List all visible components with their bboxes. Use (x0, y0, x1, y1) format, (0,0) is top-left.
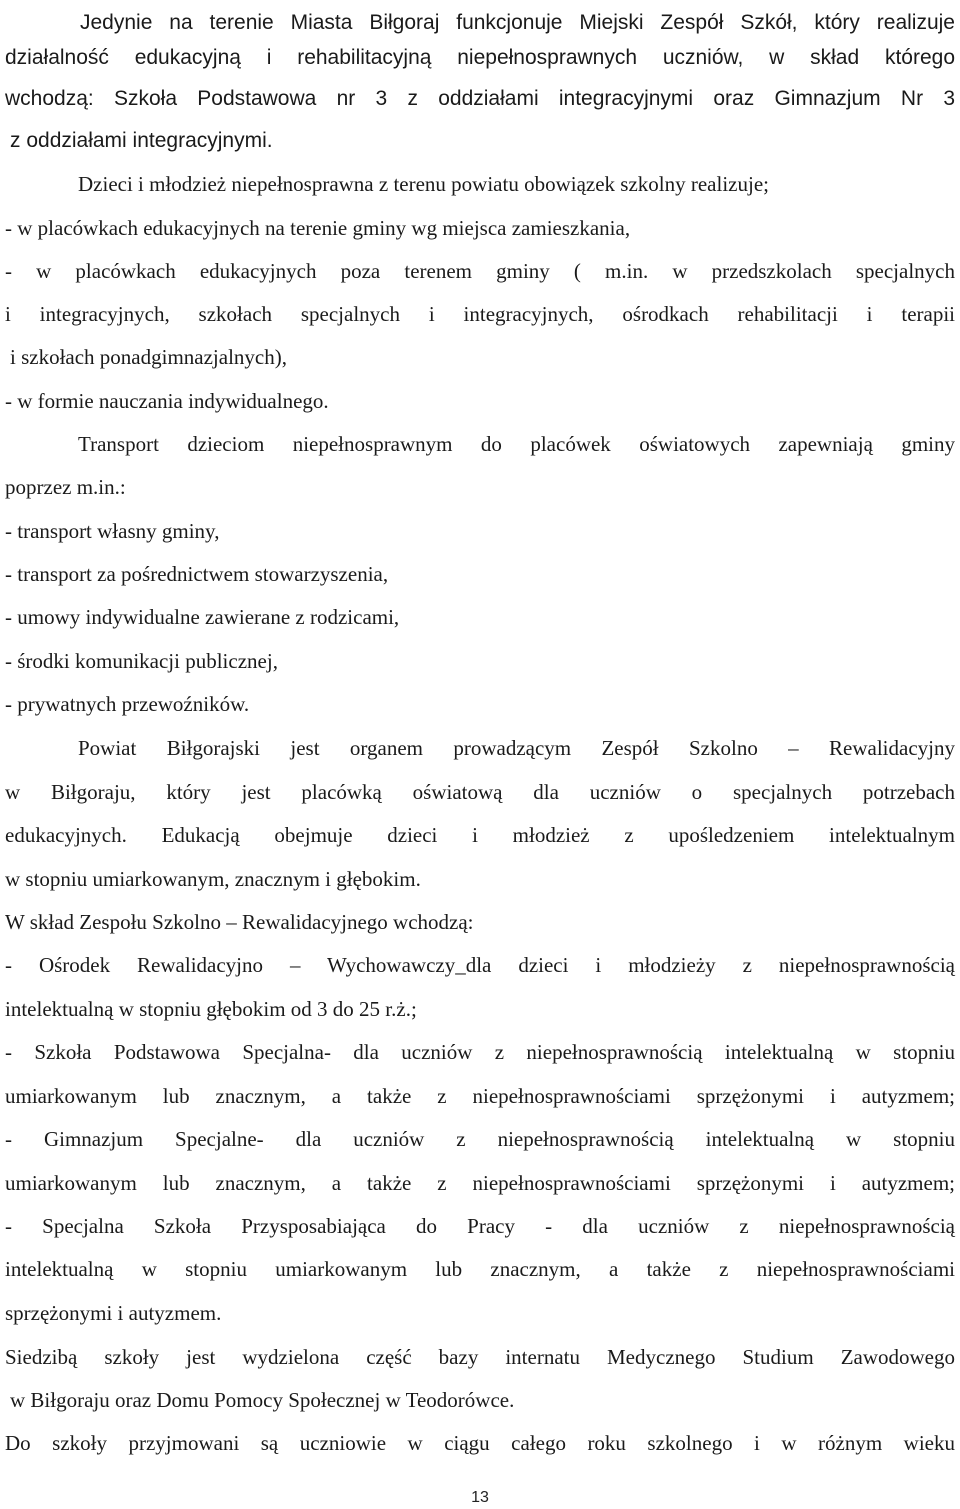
text-line: - środki komunikacji publicznej, (5, 649, 278, 673)
text-line: Transport dzieciom niepełnosprawnym do placówek oświatowych zapewniają gminy (78, 432, 955, 456)
text-line: W skład Zespołu Szkolno – Rewalidacyjnego wchodzą: (5, 910, 474, 934)
text-line: w Biłgoraju, który jest placówką oświatową dla uczniów o specjalnych potrzebach (5, 780, 955, 804)
text-line: edukacyjnych. Edukacją obejmuje dzieci i młodzież z upośledzeniem intelektualnym (5, 823, 955, 847)
text-line: wchodzą: Szkoła Podstawowa nr 3 z oddziałami integracyjnymi oraz Gimnazjum Nr 3 (5, 87, 955, 110)
text-line: Do szkoły przyjmowani są uczniowie w ciągu całego roku szkolnego i w różnym wieku (5, 1431, 955, 1455)
text-line: - Ośrodek Rewalidacyjno – Wychowawczy_dla dzieci i młodzieży z niepełnosprawnością (5, 953, 955, 977)
text-line: i integracyjnych, szkołach specjalnych i integracyjnych, ośrodkach rehabilitacji i terapii (5, 302, 955, 326)
text-line: - transport za pośrednictwem stowarzyszenia, (5, 562, 389, 586)
text-line: w Biłgoraju oraz Domu Pomocy Społecznej w Teodorówce. (10, 1388, 515, 1412)
text-line: - Szkoła Podstawowa Specjalna- dla uczniów z niepełnosprawnością intelektualną w stopniu (5, 1040, 955, 1064)
text-line: i szkołach ponadgimnazjalnych), (10, 345, 287, 369)
text-line: działalność edukacyjną i rehabilitacyjną niepełnosprawnych uczniów, w skład którego (5, 46, 955, 69)
text-line: Powiat Biłgorajski jest organem prowadzącym Zespół Szkolno – Rewalidacyjny (78, 736, 955, 760)
text-line: intelektualną w stopniu głębokim od 3 do 25 r.ż.; (5, 997, 417, 1021)
page-number: 13 (471, 1489, 489, 1506)
text-line: umiarkowanym lub znacznym, a także z niepełnosprawnościami sprzężonymi i autyzmem; (5, 1084, 955, 1108)
text-line: - prywatnych przewoźników. (5, 692, 250, 716)
text-line: sprzężonymi i autyzmem. (5, 1301, 222, 1325)
text-line: z oddziałami integracyjnymi. (10, 129, 273, 152)
text-line: Dzieci i młodzież niepełnosprawna z terenu powiatu obowiązek szkolny realizuje; (78, 172, 769, 196)
text-line: - Gimnazjum Specjalne- dla uczniów z niepełnosprawnością intelektualną w stopniu (5, 1127, 955, 1151)
text-line: umiarkowanym lub znacznym, a także z niepełnosprawnościami sprzężonymi i autyzmem; (5, 1171, 955, 1195)
text-line: - w placówkach edukacyjnych na terenie gminy wg miejsca zamieszkania, (5, 216, 631, 240)
text-line: - transport własny gminy, (5, 519, 220, 543)
text-line: - umowy indywidualne zawierane z rodzicami, (5, 605, 400, 629)
text-line: - Specjalna Szkoła Przysposabiająca do Pracy - dla uczniów z niepełnosprawnością (5, 1214, 955, 1238)
text-line: intelektualną w stopniu umiarkowanym lub znacznym, a także z niepełnosprawnościami (5, 1257, 955, 1281)
text-line: - w placówkach edukacyjnych poza terenem gminy ( m.in. w przedszkolach specjalnych (5, 259, 955, 283)
text-line: poprzez m.in.: (5, 475, 126, 499)
text-line: Siedzibą szkoły jest wydzielona część bazy internatu Medycznego Studium Zawodowego (5, 1345, 955, 1369)
text-line: w stopniu umiarkowanym, znacznym i głębokim. (5, 867, 421, 891)
text-line: Jedynie na terenie Miasta Biłgoraj funkcjonuje Miejski Zespół Szkół, który realizuje (80, 11, 955, 34)
text-line: - w formie nauczania indywidualnego. (5, 389, 329, 413)
